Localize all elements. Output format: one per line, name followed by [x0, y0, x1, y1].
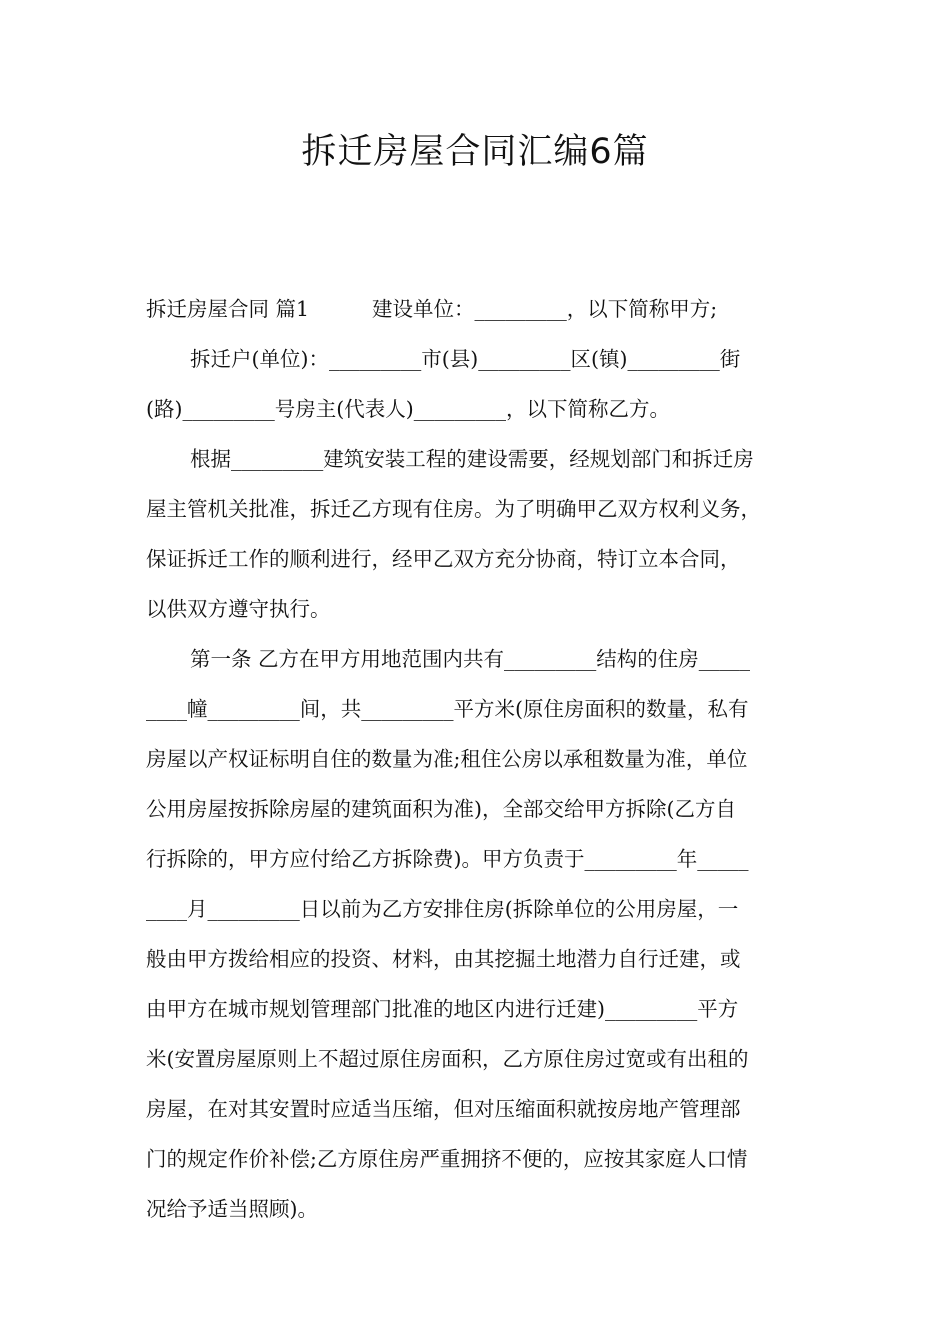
paragraph-line: 米(安置房屋原则上不超过原住房面积，乙方原住房过宽或有出租的	[146, 1047, 749, 1071]
paragraph-line: 第一条 乙方在甲方用地范围内共有_________结构的住房_____	[190, 647, 751, 671]
contract-section-label: 拆迁房屋合同 篇1	[146, 297, 310, 321]
contract-heading-line	[146, 284, 806, 334]
paragraph-line: ____月_________日以前为乙方安排住房(拆除单位的公用房屋，一	[146, 897, 739, 921]
party-a-clause: 建设单位：_________，以下简称甲方;	[372, 297, 718, 321]
paragraph-line: (路)_________号房主(代表人)_________，以下简称乙方。	[146, 397, 670, 421]
paragraph-line: 以供双方遵守执行。	[146, 597, 331, 621]
paragraph-line: ____幢_________间，共_________平方米(原住房面积的数量，私有	[146, 697, 749, 721]
paragraph-line: 由甲方在城市规划管理部门批准的地区内进行迁建)_________平方	[146, 997, 739, 1021]
paragraph-line: 般由甲方拨给相应的投资、材料，由其挖掘土地潜力自行迁建，或	[146, 947, 741, 971]
paragraph-line: 保证拆迁工作的顺利进行，经甲乙双方充分协商，特订立本合同，	[146, 547, 741, 571]
paragraph-line: 根据_________建筑安装工程的建设需要，经规划部门和拆迁房	[190, 447, 754, 471]
paragraph-line: 屋主管机关批准，拆迁乙方现有住房。为了明确甲乙双方权利义务，	[146, 497, 761, 521]
paragraph-line: 房屋，在对其安置时应适当压缩，但对压缩面积就按房地产管理部	[146, 1097, 741, 1121]
paragraph-line: 行拆除的，甲方应付给乙方拆除费)。甲方负责于_________年_____	[146, 847, 749, 871]
paragraph-line: 公用房屋按拆除房屋的建筑面积为准)，全部交给甲方拆除(乙方自	[146, 797, 736, 821]
paragraph-line: 拆迁户(单位)：_________市(县)_________区(镇)_________街	[190, 347, 741, 371]
document-body	[146, 284, 806, 1234]
document-title: 拆迁房屋合同汇编6篇	[301, 132, 649, 172]
paragraph-line: 况给予适当照顾)。	[146, 1197, 318, 1221]
paragraph-line: 房屋以产权证标明自住的数量为准;租住公房以承租数量为准，单位	[146, 747, 748, 771]
paragraph-line: 门的规定作价补偿;乙方原住房严重拥挤不便的，应按其家庭人口情	[146, 1147, 748, 1171]
